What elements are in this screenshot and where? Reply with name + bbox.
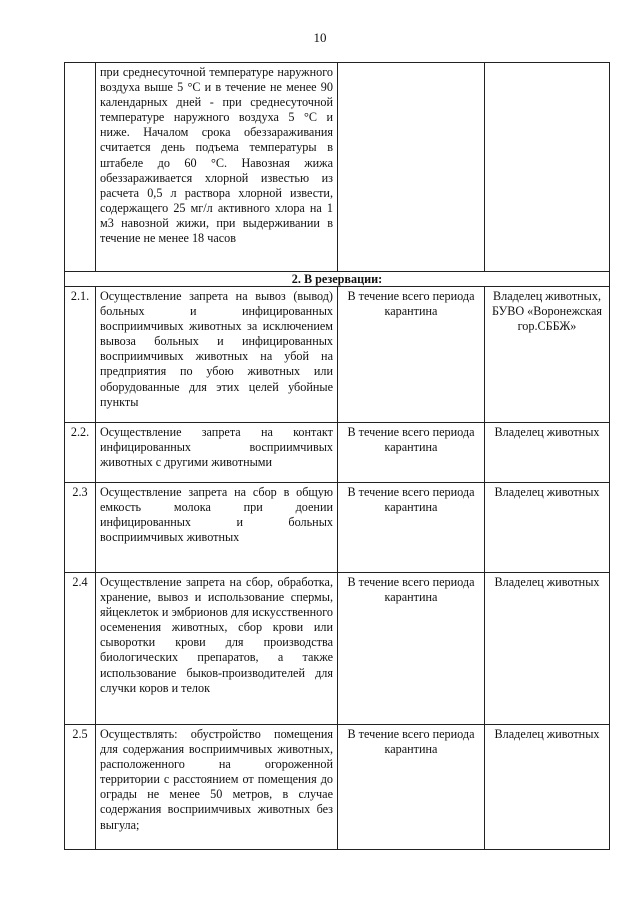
table-row: [65, 483, 610, 573]
row-number: 2.1.: [65, 287, 96, 423]
measure-description: при среднесуточной температуре наружного воздуха выше 5 °С и в течение не менее 90 календарных дней - при среднесуточной температуре наружного воздуха 5 °С и ниже. Началом срока обеззараживания считается день подъема температуры в штабеле до 60 °С. Навозная жижа обеззараживается хлорной известью из расчета 0,5 л раствора хлорной извести, содержащего 25 мг/л активного хлора на 1 м3 навозной жижи, при выдерживании в течение не менее 18 часов: [96, 63, 338, 272]
measure-description: Осуществлять: обустройство помещения для содержания восприимчивых животных, расположенного на огороженной территории с расстоянием от помещения до ограды не менее 50 метров, в случае содержания восприимчивых животных без выгула;: [96, 725, 338, 850]
measure-description: Осуществление запрета на вывоз (вывод) больных и инфицированных восприимчивых животных за исключением вывоза больных и инфицированных восприимчивых животных на убой на предприятия по убою животных или оборудованные для этих целей убойные пункты: [96, 287, 338, 423]
row-number: 2.5: [65, 725, 96, 850]
measure-term: В течение всего периода карантина: [338, 423, 485, 483]
section-header-row: [65, 272, 610, 287]
measure-description: Осуществление запрета на контакт инфицированных восприимчивых животных с другими животными: [96, 423, 338, 483]
measure-responsible: Владелец животных: [485, 573, 610, 725]
row-number: [65, 63, 96, 272]
row-number: 2.4: [65, 573, 96, 725]
row-number: 2.2.: [65, 423, 96, 483]
measures-table: [64, 62, 610, 850]
table-row: [65, 287, 610, 423]
table-row: [65, 423, 610, 483]
row-number: 2.3: [65, 483, 96, 573]
page-number: 10: [313, 30, 327, 45]
section-title: 2. В резервации:: [65, 272, 610, 287]
measure-term: В течение всего периода карантина: [338, 287, 485, 423]
table-row: [65, 725, 610, 850]
measure-responsible: Владелец животных: [485, 725, 610, 850]
table-row: [65, 573, 610, 725]
measure-term: В течение всего периода карантина: [338, 483, 485, 573]
measure-responsible: [485, 63, 610, 272]
measure-responsible: Владелец животных: [485, 423, 610, 483]
measure-description: Осуществление запрета на сбор, обработка, хранение, вывоз и использование спермы, яйцеклеток и эмбрионов для искусственного осеменения животных, сбор крови или сыворотки крови для производства биологических препаратов, а также использование быков-производителей для случки коров и телок: [96, 573, 338, 725]
measure-description: Осуществление запрета на сбор в общую емкость молока при доении инфицированных и больных восприимчивых животных: [96, 483, 338, 573]
measure-term: В течение всего периода карантина: [338, 573, 485, 725]
measure-term: [338, 63, 485, 272]
table-row-continuation: [65, 63, 610, 272]
measure-term: В течение всего периода карантина: [338, 725, 485, 850]
measure-responsible: Владелец животных: [485, 483, 610, 573]
measure-responsible: Владелец животных, БУВО «Воронежская гор.СББЖ»: [485, 287, 610, 423]
